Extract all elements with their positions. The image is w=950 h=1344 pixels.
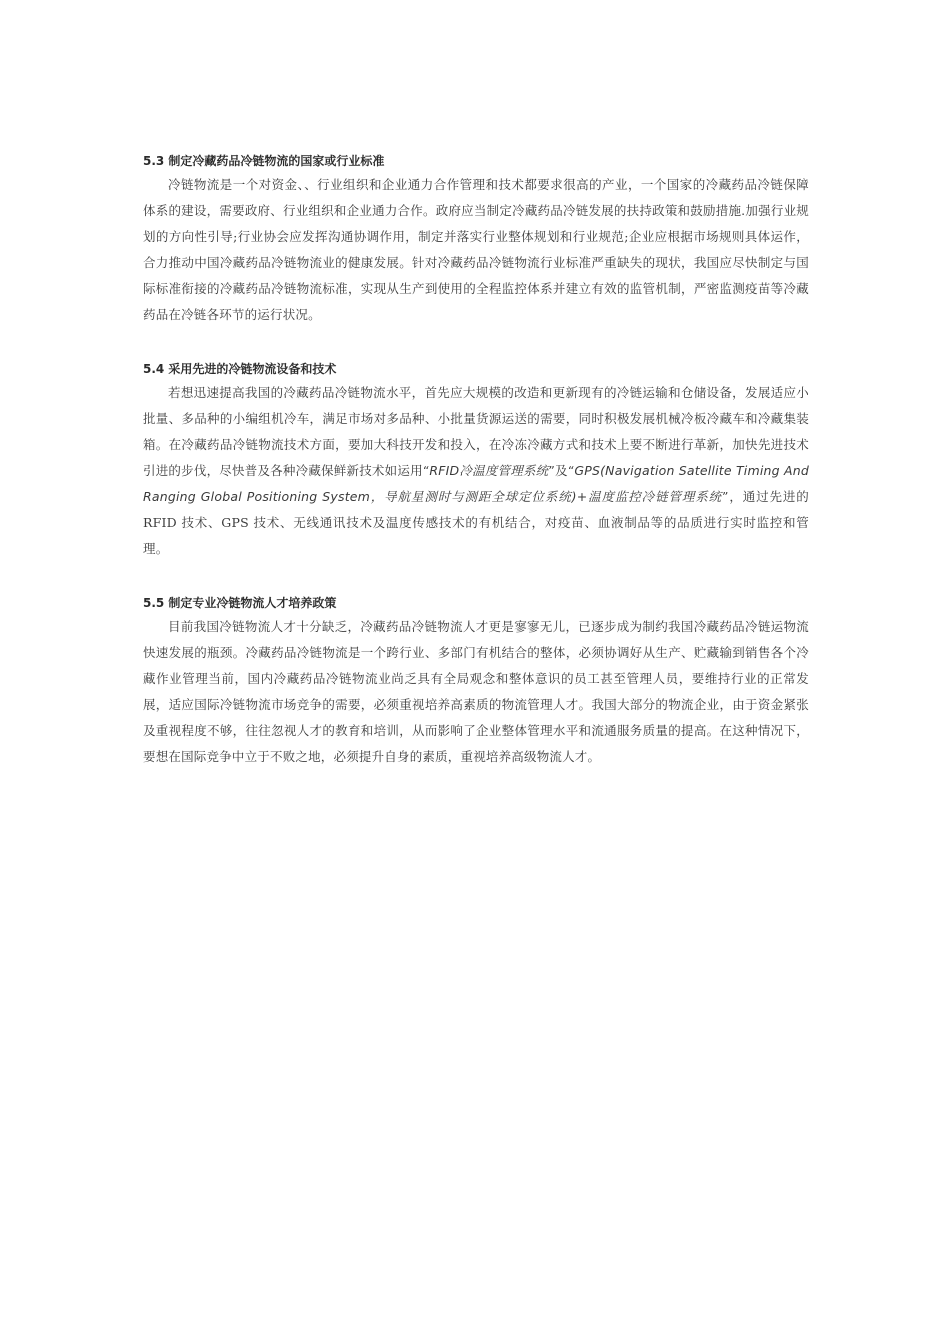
gps-system-name: GPS(Navigation Satellite Timing And Ranging Global Positioning System，导航星测时与测距全球定位系统)+温度监控冷链管理系统 — [143, 463, 809, 504]
section-5-5 — [143, 592, 809, 770]
paragraph-text: ”，通过先进的 RFID 技术、GPS 技术、无线通讯技术及温度传感技术的有机结合，对疫苗、血液制品等的品质进行实时监控和管理。 — [143, 489, 809, 556]
document-page — [143, 150, 809, 770]
paragraph-text: ”及“ — [548, 463, 575, 478]
section-heading: 5.5 制定专业冷链物流人才培养政策 — [143, 596, 337, 610]
rfid-system-name: RFID冷温度管理系统 — [429, 463, 549, 478]
section-heading: 5.3 制定冷藏药品冷链物流的国家或行业标准 — [143, 154, 385, 168]
paragraph-text: 若想迅速提高我国的冷藏药品冷链物流水平，首先应大规模的改造和更新现有的冷链运输和仓储设备，发展适应小批量、多品种的小编组机冷车，满足市场对多品种、小批量货源运送的需要，同时积极发展机械冷板冷藏车和冷藏集装箱。在冷藏药品冷链物流技术方面，要加大科技开发和投入，在冷冻冷藏方式和技术上要不断进行革新，加快先进技术引进的步伐，尽快普及各种冷藏保鲜新技术如运用“ — [143, 385, 809, 478]
section-paragraph: 目前我国冷链物流人才十分缺乏，冷藏药品冷链物流人才更是寥寥无儿，已逐步成为制约我国冷藏药品冷链运物流快速发展的瓶颈。冷藏药品冷链物流是一个跨行业、多部门有机结合的整体，必须协调好从生产、贮藏输到销售各个冷藏作业管理当前，国内冷藏药品冷链物流业尚乏具有全局观念和整体意识的员工甚至管理人员，要维持行业的正常发展，适应国际冷链物流市场竞争的需要，必须重视培养高素质的物流管理人才。我国大部分的物流企业，由于资金紧张及重视程度不够，往往忽视人才的教育和培训，从而影响了企业整体管理水平和流通服务质量的提高。在这种情况下，要想在国际竞争中立于不败之地，必须提升自身的素质，重视培养高级物流人才。 — [143, 619, 809, 764]
section-5-3 — [143, 150, 809, 328]
section-heading: 5.4 采用先进的冷链物流设备和技术 — [143, 362, 337, 376]
section-5-4 — [143, 358, 809, 562]
section-paragraph — [143, 380, 809, 562]
section-paragraph: 冷链物流是一个对资金、、行业组织和企业通力合作管理和技术都要求很高的产业，一个国家的冷藏药品冷链保障体系的建设，需要政府、行业组织和企业通力合作。政府应当制定冷藏药品冷链发展的扶持政策和鼓励措施.加强行业规划的方向性引导;行业协会应发挥沟通协调作用，制定并落实行业整体规划和行业规范;企业应根据市场规则具体运作，合力推动中国冷藏药品冷链物流业的健康发展。针对冷藏药品冷链物流行业标准严重缺失的现状，我国应尽快制定与国际标准衔接的冷藏药品冷链物流标准，实现从生产到使用的全程监控体系并建立有效的监管机制，严密监测疫苗等冷藏药品在冷链各环节的运行状况。 — [143, 177, 809, 322]
